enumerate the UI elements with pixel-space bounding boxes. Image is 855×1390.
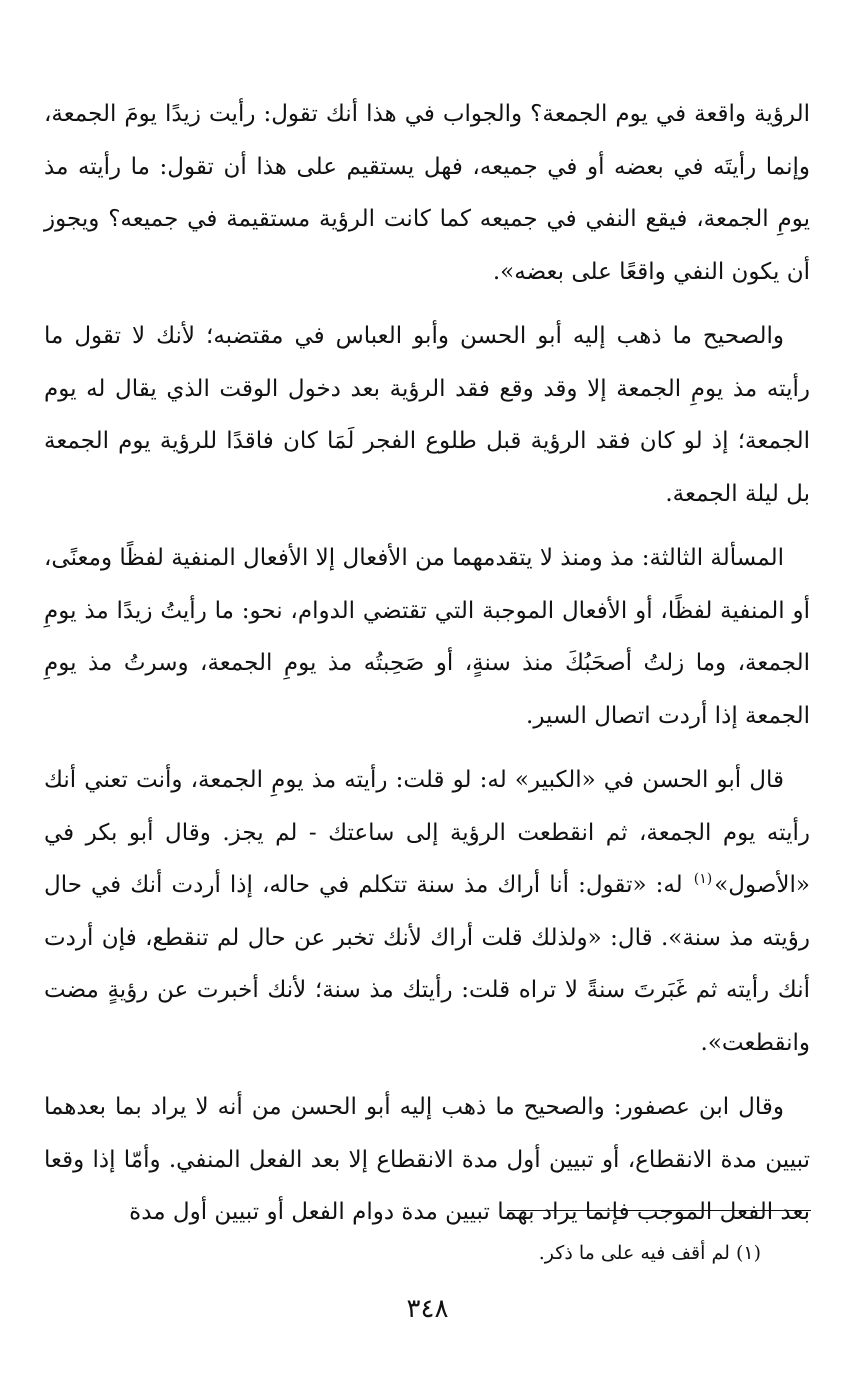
footnote-reference: (١) [693, 871, 713, 888]
footnote [539, 1238, 761, 1268]
paragraph-4-part-2: له: «تقول: أنا أراك مذ سنة تتكلم في حاله، إذا أردت أنك في حال رؤيته مذ سنة». قال: «ولذلك قلت أراك لأنك تخبر عن حال لم تنقطع، فإن أردت أنك رأيته ثم غَبَرتَ سنةً لا تراه قلت: رأيتك مذ سنة؛ لأنك أخبرت عن رؤيةٍ مضت وانقطعت». [44, 872, 810, 1056]
paragraph-3: المسألة الثالثة: مذ ومنذ لا يتقدمهما من الأفعال إلا الأفعال المنفية لفظًا ومعنًى، أو المنفية لفظًا، أو الأفعال الموجبة التي تقتضي الدوام، نحو: ما رأيتُ زيدًا مذ يومِ الجمعة، وما زلتُ أصحَبُكَ منذ سنةٍ، أو صَحِبتُه مذ يومِ الجمعة، وسرتُ مذ يومِ الجمعة إذا أردت اتصال السير. [44, 545, 810, 729]
paragraph-1: الرؤية واقعة في يوم الجمعة؟ والجواب في هذا أنك تقول: رأيت زيدًا يومَ الجمعة، وإنما رأيتَه في بعضه أو في جميعه، فهل يستقيم على هذا أن تقول: ما رأيته مذ يومِ الجمعة، فيقع النفي في جميعه كما كانت الرؤية مستقيمة في جميعه؟ ويجوز أن يكون النفي واقعًا على بعضه». [44, 101, 810, 285]
paragraph-4 [44, 754, 810, 1069]
paragraph-2: والصحيح ما ذهب إليه أبو الحسن وأبو العباس في مقتضبه؛ لأنك لا تقول ما رأيته مذ يومِ الجمعة إلا وقد وقع فقد الرؤية بعد دخول الوقت الذي يقال له يوم الجمعة؛ إذ لو كان فقد الرؤية قبل طلوع الفجر لَمَا كان فاقدًا للرؤية يوم الجمعة بل ليلة الجمعة. [44, 323, 810, 507]
paragraph-5: وقال ابن عصفور: والصحيح ما ذهب إليه أبو الحسن من أنه لا يراد بما بعدهما تبيين مدة الانقطاع، أو تبيين أول مدة الانقطاع إلا بعد الفعل المنفي. وأمّا إذا وقعا بعد الفعل الموجب فإنما يراد بهما تبيين مدة دوام الفعل أو تبيين أول مدة [44, 1094, 810, 1225]
footnote-divider [507, 1210, 811, 1211]
footnote-marker: (١) [735, 1242, 761, 1264]
paragraph-4-part-1: قال أبو الحسن في «الكبير» له: لو قلت: رأيته مذ يومِ الجمعة، وأنت تعني أنك رأيته يوم الجمعة، ثم انقطعت الرؤية إلى ساعتك - لم يجز. وقال أبو بكر في «الأصول» [44, 767, 810, 898]
page-number: ٣٤٨ [406, 1294, 449, 1324]
page-body [44, 88, 810, 1251]
footnote-text: لم أقف فيه على ما ذكر. [538, 1242, 730, 1264]
